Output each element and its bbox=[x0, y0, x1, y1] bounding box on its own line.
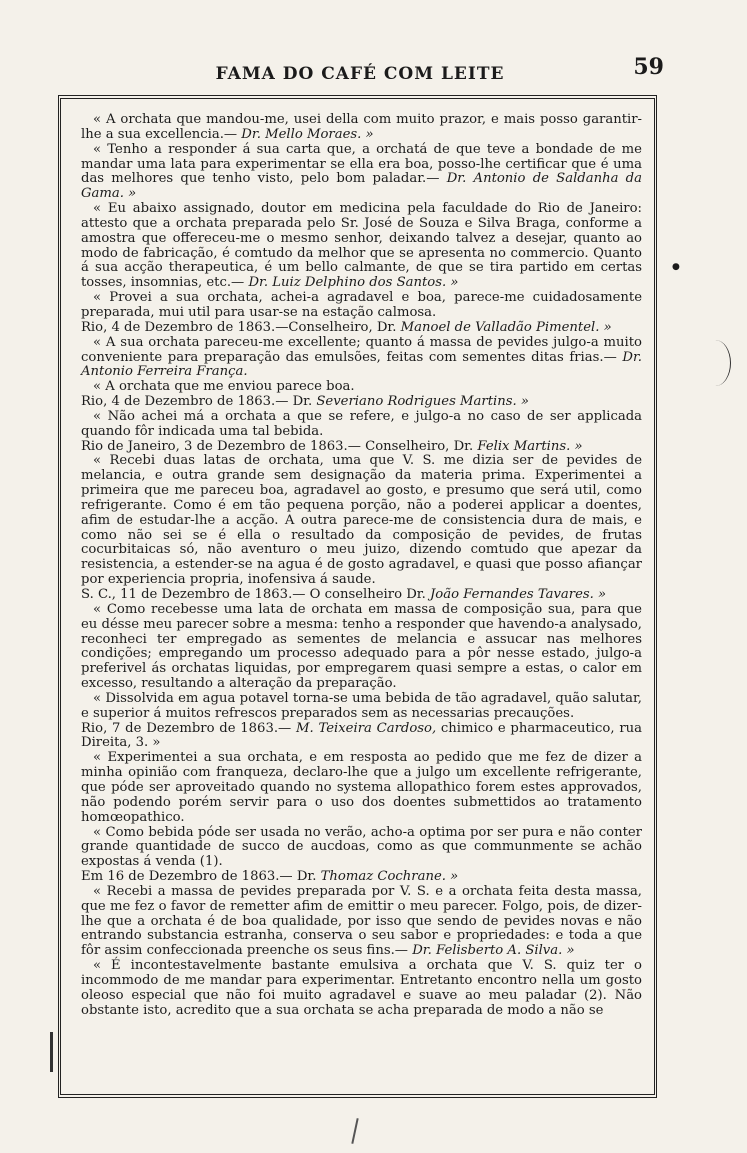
testimonial: « Eu abaixo assignado, doutor em medicina pela faculdade do Rio de Janeiro: attesto que a orchata preparada pelo Sr. José de Souza e Silva Braga, conforme a amostra que offereceu-me o mesmo senhor, deixando talvez a desejar, quanto ao modo de fabricação, é comtudo da melhor que se apresenta no commercio. Quanto á sua acção therapeutica, é um bello calmante, de que se tira partido em certas tosses, insomnias, etc.— Dr. Luiz Delphino dos Santos. » bbox=[81, 201, 642, 291]
pencil-stroke-icon bbox=[351, 1118, 358, 1144]
signature: Dr. Antonio Ferreira França. bbox=[81, 349, 642, 380]
signature: Severiano Rodrigues Martins. » bbox=[316, 394, 529, 410]
body-text bbox=[81, 113, 642, 1018]
testimonial: « Recebi a massa de pevides preparada por V. S. e a orchata feita desta massa, que me fez o favor de remetter afim de emittir o meu parecer. Folgo, pois, de dizer-lhe que a orchata é de boa qualidade, por isso que sendo de pevides novas e não entrando substancia estranha, conserva o seu sabor e propriedades: e toda a que fôr assim confeccionada preenche os seus fins.— Dr. Felisberto A. Silva. » bbox=[81, 883, 642, 959]
signature: M. Teixeira Cardoso, bbox=[295, 720, 437, 736]
pencil-mark-icon bbox=[700, 340, 731, 386]
page-header bbox=[60, 54, 664, 90]
dateline: Rio, 4 de Dezembro de 1863.— Dr. Severiano Rodrigues Martins. » bbox=[81, 394, 529, 410]
dateline: Rio, 4 de Dezembro de 1863.—Conselheiro, Dr. Manoel de Valladão Pimentel. » bbox=[81, 319, 612, 335]
testimonial: « A sua orchata pareceu-me excellente; quanto á massa de pevides julgo-a muito conveniente para preparação das emulsões, feitas com sementes ditas frias.— Dr. Antonio Ferreira França. bbox=[81, 334, 642, 380]
margin-dot-icon: ● bbox=[672, 262, 680, 272]
running-title: FAMA DO CAFÉ COM LEITE bbox=[215, 64, 505, 84]
signature: Felix Martins. » bbox=[477, 438, 583, 454]
dateline: S. C., 11 de Dezembro de 1863.— O conselheiro Dr. João Fernandes Tavares. » bbox=[81, 587, 607, 602]
testimonial: « Recebi duas latas de orchata, uma que V. S. me dizia ser de pevides de melancia, e outra grande sem designação da materia prima. Experimentei a primeira que me pareceu boa, agradavel ao gosto, e presumo que será util, como refrigerante. Como é em tão pequena porção, não a poderei applicar a doentes, afim de estudar-lhe a acção. A outra parece-me de consistencia dura de mais, e como não sei se é ella o resultado da composição de pevides, de frutas cocurbitaicas só, não aventuro o meu juizo, dizendo comtudo que apezar da resistencia, a estender-se na agua é de gosto agradavel, e quasi que posso afiançar por experiencia propria, inofensiva á saude. bbox=[81, 453, 642, 588]
signature: Dr. Luiz Delphino dos Santos. » bbox=[248, 275, 459, 291]
page-number: 59 bbox=[633, 54, 664, 80]
testimonial: « Como recebesse uma lata de orchata em massa de composição sua, para que eu désse meu parecer sobre a mesma: tenho a responder que havendo-a analysado, reconheci ter empregado as sementes de melancia e assucar nas melhores condições; empregando um processo adequado para a pôr nesse estado, julgo-a preferivel ás orchatas liquidas, por empregarem quasi sempre a estas, o calor em excesso, resultando a alteração da preparação. bbox=[81, 601, 642, 692]
testimonial: « Não achei má a orchata a que se refere, e julgo-a no caso de ser applicada quando fôr indicada uma tal bebida. bbox=[81, 408, 642, 439]
signature: Dr. Mello Moraes. » bbox=[241, 126, 374, 142]
dateline: Rio, 7 de Dezembro de 1863.— M. Teixeira Cardoso, chimico e pharmaceutico, rua Direita, 3. » bbox=[81, 720, 642, 751]
signature: João Fernandes Tavares. » bbox=[430, 587, 607, 602]
testimonial: « A orchata que me enviou parece boa. bbox=[93, 379, 355, 395]
testimonial: « É incontestavelmente bastante emulsiva a orchata que V. S. quiz ter o incommodo de me mandar para experimentar. Entretanto encontro nella um gosto oleoso especial que não foi muito agradavel e suave ao meu paladar (2). Não obstante isto, acredito que a sua orchata se acha preparada de modo a não se bbox=[81, 958, 642, 1018]
text-frame bbox=[58, 95, 657, 1098]
dateline: Rio de Janeiro, 3 de Dezembro de 1863.— Conselheiro, Dr. Felix Martins. » bbox=[81, 438, 583, 454]
dateline: Em 16 de Dezembro de 1863.— Dr. Thomaz Cochrane. » bbox=[81, 869, 459, 885]
binding-mark-icon bbox=[50, 1032, 53, 1072]
testimonial: « Tenho a responder á sua carta que, a orchatá de que teve a bondade de me mandar uma lata para experimentar se ella era boa, posso-lhe certificar que é uma das melhores que tenho visto, pelo bom paladar.— Dr. Antonio de Saldanha da Gama. » bbox=[81, 141, 642, 202]
signature: Dr. Antonio de Saldanha da Gama. » bbox=[81, 171, 642, 202]
signature: Dr. Felisberto A. Silva. » bbox=[412, 943, 575, 959]
signature: Manoel de Valladão Pimentel. » bbox=[400, 319, 612, 335]
testimonial: « Dissolvida em agua potavel torna-se uma bebida de tão agradavel, quão salutar, e superior á muitos refrescos preparados sem as necessarias precauções. bbox=[81, 690, 642, 721]
testimonial: « Experimentei a sua orchata, e em resposta ao pedido que me fez de dizer a minha opinião com franqueza, declaro-lhe que a julgo um excellente refrigerante, que póde ser aproveitado quando no systema allopathico forem estes approvados, não podendo porém servir para o uso dos doentes submettidos ao tratamento homœopathico. bbox=[81, 750, 642, 825]
testimonial: « Provei a sua orchata, achei-a agradavel e boa, parece-me cuidadosamente preparada, mui util para usar-se na estação calmosa. bbox=[81, 290, 642, 320]
signature: Thomaz Cochrane. » bbox=[320, 869, 459, 885]
testimonial: « Como bebida póde ser usada no verão, acho-a optima por ser pura e não conter grande quantidade de succo de aucdoas, como as que communmente se achão expostas á venda (1). bbox=[81, 824, 642, 870]
testimonial: « A orchata que mandou-me, usei della com muito prazor, e mais posso garantir-lhe a sua excellencia.— Dr. Mello Moraes. » bbox=[81, 112, 642, 142]
